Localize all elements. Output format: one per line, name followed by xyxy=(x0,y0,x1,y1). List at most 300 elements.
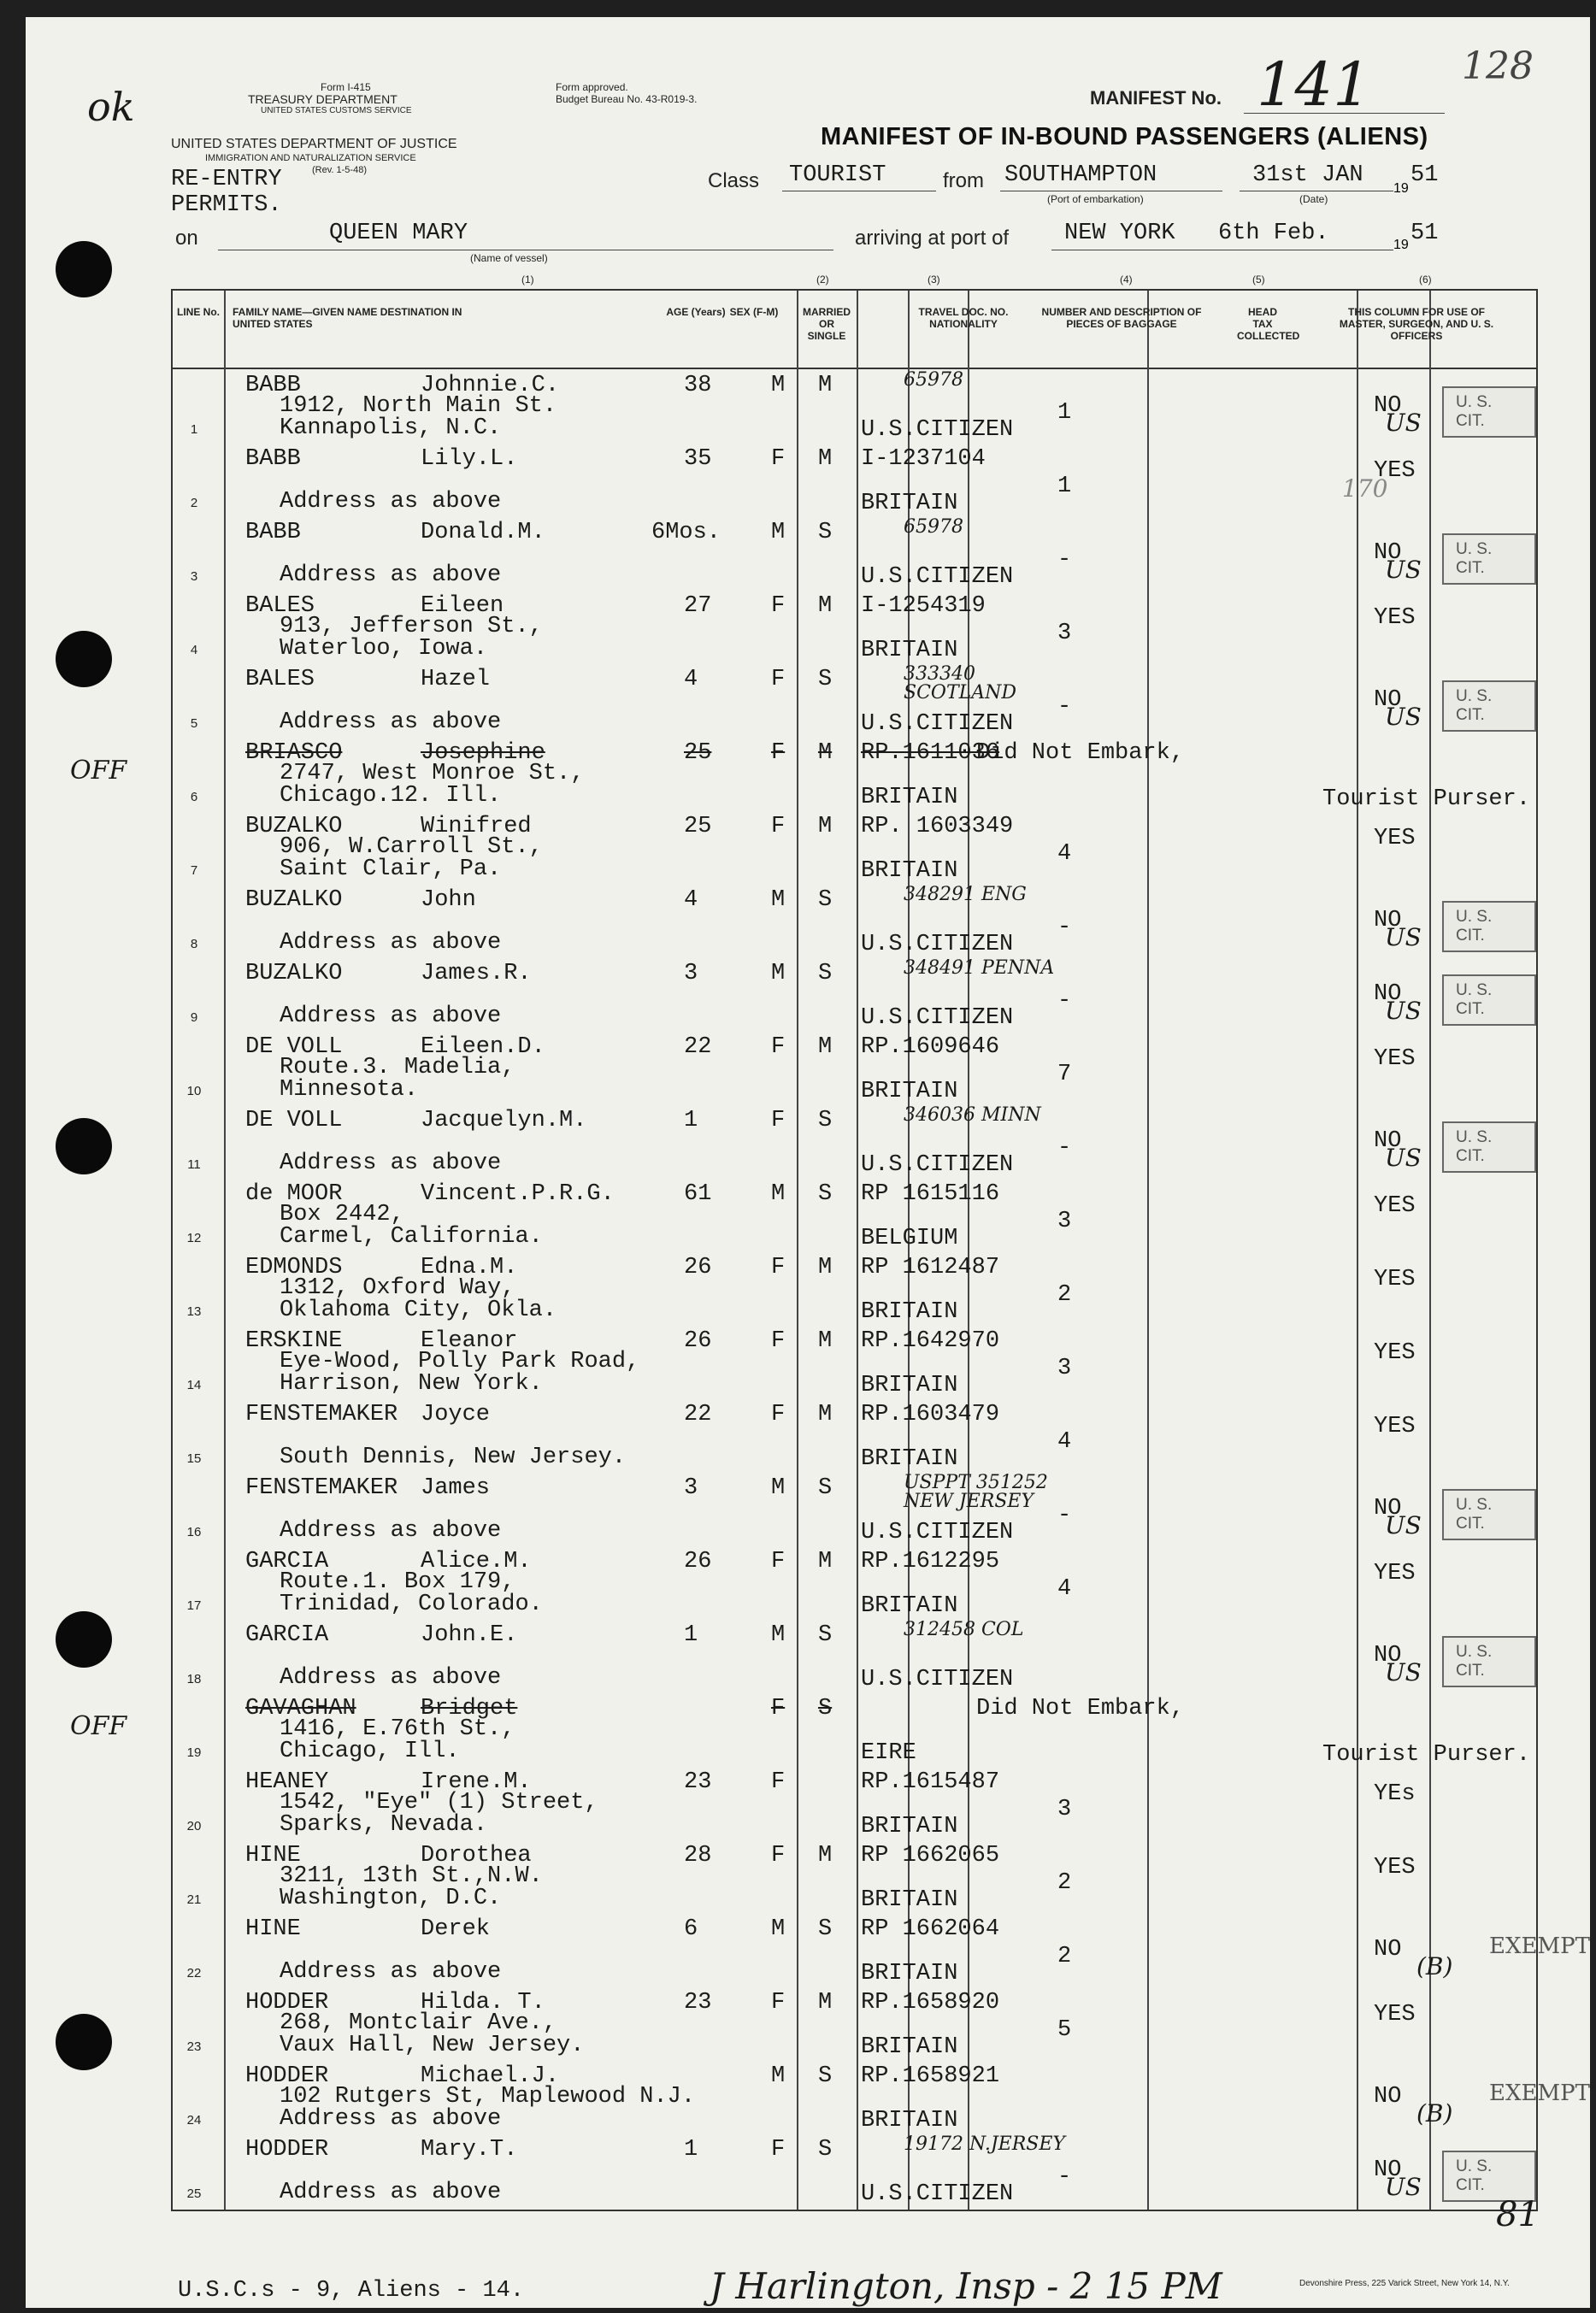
age: 25 xyxy=(684,740,712,766)
nationality: U.S.CITIZEN xyxy=(861,564,1014,590)
family-name: BALES xyxy=(245,667,315,692)
nationality: U.S.CITIZEN xyxy=(861,1152,1014,1178)
baggage-count: 3 xyxy=(1057,1356,1072,1381)
address-line-2: Chicago.12. Ill. xyxy=(280,783,502,809)
head-tax: NO xyxy=(1374,981,1402,1007)
head-tax: NO xyxy=(1374,2084,1402,2110)
address-line-2: Trinidad, Colorado. xyxy=(280,1592,543,1617)
us-citizen-stamp: U. S. CIT. xyxy=(1442,1121,1536,1173)
col-header-age: AGE (Years) xyxy=(666,306,726,318)
travel-doc-handwritten: 346036 MINN xyxy=(904,1104,1041,1126)
nationality: BRITAIN xyxy=(861,858,958,884)
marital-status: M xyxy=(818,1328,833,1354)
line-number: 9 xyxy=(190,1010,198,1025)
col-num-6: (6) xyxy=(1419,274,1432,285)
head-tax: YES xyxy=(1374,605,1416,631)
officer-mark: (B) xyxy=(1416,2099,1453,2128)
marital-status: M xyxy=(818,1843,833,1869)
travel-doc: RP.1658920 xyxy=(861,1990,1000,2016)
arriving-label: arriving at port of xyxy=(855,227,1010,250)
address-line-2: Saint Clair, Pa. xyxy=(280,856,502,882)
age: 1 xyxy=(684,1108,698,1133)
address-line-1: 268, Montclair Ave., xyxy=(280,2010,557,2036)
table-row xyxy=(70,1694,1536,1768)
address-line-1: Route.3. Madelia, xyxy=(280,1055,515,1080)
col-header-baggage: NUMBER AND DESCRIPTION OF PIECES OF BAGGAGE xyxy=(1041,306,1202,330)
us-citizen-stamp: U. S. CIT. xyxy=(1442,901,1536,952)
nationality: BRITAIN xyxy=(861,1887,958,1913)
marital-status: M xyxy=(818,1034,833,1060)
address-line-2: Address as above xyxy=(280,1518,502,1544)
family-name: BUZALKO xyxy=(245,961,343,986)
travel-doc-handwritten: USPPT 351252 NEW JERSEY xyxy=(904,1472,1048,1512)
age: 3 xyxy=(684,961,698,986)
vessel-caption: (Name of vessel) xyxy=(470,252,548,264)
address-line-2: Chicago, Ill. xyxy=(280,1739,460,1764)
baggage-count: 4 xyxy=(1057,841,1072,867)
inspector-signature: J Harlington, Insp - 2 15 PM xyxy=(710,2265,1222,2307)
age: 38 xyxy=(684,373,712,398)
corner-number: 128 xyxy=(1462,44,1534,88)
address-line-2: South Dennis, New Jersey. xyxy=(280,1445,627,1470)
sex: F xyxy=(771,1402,786,1427)
form-approved: Form approved. xyxy=(556,81,628,93)
marital-status: S xyxy=(818,1622,833,1648)
punch-hole xyxy=(56,1118,112,1174)
line-number: 17 xyxy=(186,1598,202,1613)
address-line-2: Address as above xyxy=(280,1959,502,1985)
given-name: Donald.M. xyxy=(421,520,545,545)
given-name: Hazel xyxy=(421,667,491,692)
given-name: Michael.J. xyxy=(421,2063,560,2089)
manifest-no-hand: 141 xyxy=(1257,50,1371,120)
punch-hole xyxy=(56,1611,112,1668)
given-name: Lily.L. xyxy=(421,446,518,472)
age: 22 xyxy=(684,1402,712,1427)
table-row xyxy=(173,1400,1536,1474)
address-line-2: Waterloo, Iowa. xyxy=(280,636,488,662)
family-name: FENSTEMAKER xyxy=(245,1402,398,1427)
col-num-2: (2) xyxy=(816,274,829,285)
date-value: 31st JAN xyxy=(1252,162,1363,188)
address-line-1: 906, W.Carroll St., xyxy=(280,834,543,860)
table-row xyxy=(173,1768,1536,1841)
head-tax: YES xyxy=(1374,1046,1416,1072)
age: 27 xyxy=(684,593,712,619)
nationality: BRITAIN xyxy=(861,1299,958,1325)
us-citizen-stamp: U. S. CIT. xyxy=(1442,533,1536,585)
age: 4 xyxy=(684,667,698,692)
marital-status: M xyxy=(818,446,833,472)
travel-doc-handwritten: 333340 SCOTLAND xyxy=(904,663,1016,703)
head-tax: YEs xyxy=(1374,1781,1416,1807)
baggage-count: 5 xyxy=(1057,2017,1072,2043)
travel-doc: RP.1642970 xyxy=(861,1328,1000,1354)
family-name: BABB xyxy=(245,520,301,545)
us-citizen-stamp: U. S. CIT. xyxy=(1442,2151,1536,2202)
sex: M xyxy=(771,1916,786,1942)
head-tax: NO xyxy=(1374,1128,1402,1154)
line-number: 20 xyxy=(186,1819,202,1833)
did-not-embark: Did Not Embark, xyxy=(976,740,1185,766)
arrival-date: 6th Feb. xyxy=(1218,221,1329,246)
col-num-5: (5) xyxy=(1252,274,1265,285)
age: 26 xyxy=(684,1549,712,1574)
age: 61 xyxy=(684,1181,712,1207)
nationality: BRITAIN xyxy=(861,1446,958,1472)
manifest-table xyxy=(70,289,1590,2211)
customs-service: UNITED STATES CUSTOMS SERVICE xyxy=(261,106,412,115)
head-tax: YES xyxy=(1374,1193,1416,1219)
table-row xyxy=(173,371,1536,444)
baggage-count: 3 xyxy=(1057,1209,1072,1234)
officer-mark: US xyxy=(1385,923,1422,951)
address-line-2: Address as above xyxy=(280,709,502,735)
family-name: BABB xyxy=(245,373,301,398)
age: 4 xyxy=(684,887,698,913)
address-line-2: Address as above xyxy=(280,1665,502,1691)
sex: F xyxy=(771,814,786,839)
given-name: Bridget xyxy=(421,1696,518,1722)
head-tax: YES xyxy=(1374,1561,1416,1586)
purser-note: Tourist Purser. xyxy=(1322,786,1531,812)
line-number: 23 xyxy=(186,2039,202,2054)
line-number: 15 xyxy=(186,1451,202,1466)
given-name: Hilda. T. xyxy=(421,1990,545,2016)
head-tax: YES xyxy=(1374,2002,1416,2028)
travel-doc-handwritten: 19172 N.JERSEY xyxy=(904,2133,1065,2155)
vessel-value: QUEEN MARY xyxy=(329,221,468,246)
family-name: HEANEY xyxy=(245,1769,329,1795)
address-line-2: Vaux Hall, New Jersey. xyxy=(280,2033,585,2058)
us-citizen-stamp: U. S. CIT. xyxy=(1442,974,1536,1026)
manifest-page xyxy=(26,17,1590,2308)
sex: F xyxy=(771,1328,786,1354)
line-number: 2 xyxy=(190,496,198,510)
punch-hole xyxy=(56,631,112,687)
given-name: James xyxy=(421,1475,491,1501)
nationality: U.S.CITIZEN xyxy=(861,1667,1014,1692)
table-row xyxy=(173,1474,1536,1547)
address-line-1: 1542, "Eye" (1) Street, xyxy=(280,1790,598,1816)
marital-status: S xyxy=(818,1108,833,1133)
col-header-line-no: LINE No. xyxy=(177,306,220,318)
travel-doc: I-1237104 xyxy=(861,446,986,472)
table-row xyxy=(173,812,1536,886)
head-tax: YES xyxy=(1374,1267,1416,1292)
sex: F xyxy=(771,1108,786,1133)
line-number: 14 xyxy=(186,1378,202,1392)
family-name: BRIASCO xyxy=(245,740,343,766)
head-tax: NO xyxy=(1374,1937,1402,1963)
line-number: 22 xyxy=(186,1966,202,1980)
age: 1 xyxy=(684,2137,698,2163)
family-name: EDMONDS xyxy=(245,1255,343,1280)
travel-doc-handwritten: 312458 COL xyxy=(904,1619,1024,1640)
nationality: U.S.CITIZEN xyxy=(861,1520,1014,1545)
given-name: Josephine xyxy=(421,740,545,766)
marital-status: M xyxy=(818,1549,833,1574)
table-row xyxy=(173,959,1536,1033)
family-name: GAVAGHAN xyxy=(245,1696,356,1722)
address-line-1: Route.1. Box 179, xyxy=(280,1569,515,1595)
line-number: 5 xyxy=(190,716,198,731)
marital-status: S xyxy=(818,961,833,986)
address-line-2: Address as above xyxy=(280,1151,502,1176)
given-name: Derek xyxy=(421,1916,491,1942)
baggage-count: - xyxy=(1057,694,1072,720)
nationality: U.S.CITIZEN xyxy=(861,1005,1014,1031)
sex: M xyxy=(771,1475,786,1501)
year-prefix-2: 19 xyxy=(1393,238,1409,252)
line-number: 24 xyxy=(186,2113,202,2128)
given-name: Alice.M. xyxy=(421,1549,532,1574)
ins-label: IMMIGRATION AND NATURALIZATION SERVICE xyxy=(205,153,416,163)
head-tax: YES xyxy=(1374,1855,1416,1880)
table-row xyxy=(173,444,1536,518)
officer-mark: US xyxy=(1385,2173,1422,2201)
date-caption: (Date) xyxy=(1299,193,1328,205)
side-stamp: 170 xyxy=(1342,474,1388,503)
given-name: Winifred xyxy=(421,814,532,839)
family-name: BUZALKO xyxy=(245,887,343,913)
sex: F xyxy=(771,2137,786,2163)
travel-doc-handwritten: 65978 xyxy=(904,516,963,538)
sex: F xyxy=(771,593,786,619)
table-row xyxy=(173,591,1536,665)
baggage-count: 2 xyxy=(1057,1944,1072,1969)
punch-hole xyxy=(56,241,112,297)
sex: M xyxy=(771,961,786,986)
marital-status: S xyxy=(818,1181,833,1207)
given-name: Irene.M. xyxy=(421,1769,532,1795)
exempt-mark: EXEMPT xyxy=(1489,1933,1590,1959)
table-row xyxy=(173,1253,1536,1327)
age: 35 xyxy=(684,446,712,472)
given-name: Edna.M. xyxy=(421,1255,518,1280)
col-num-4: (4) xyxy=(1120,274,1133,285)
address-line-2: Address as above xyxy=(280,489,502,515)
line-number: 7 xyxy=(190,863,198,878)
head-tax: YES xyxy=(1374,1414,1416,1439)
handwritten-ok: ok xyxy=(87,84,135,130)
travel-doc: RP. 1603349 xyxy=(861,814,1014,839)
dept-treasury: TREASURY DEPARTMENT xyxy=(248,92,398,106)
travel-doc: RP 1612487 xyxy=(861,1255,1000,1280)
nationality: BRITAIN xyxy=(861,2108,958,2133)
baggage-count: - xyxy=(1057,1503,1072,1528)
page-title: MANIFEST OF IN-BOUND PASSENGERS (ALIENS) xyxy=(821,123,1428,150)
col-header-head-tax: HEAD TAX COLLECTED xyxy=(1237,306,1300,342)
line-number: 16 xyxy=(186,1525,202,1539)
col-num-1: (1) xyxy=(521,274,534,285)
officer-mark: US xyxy=(1385,1658,1422,1686)
given-name: John xyxy=(421,887,476,913)
address-line-2: Address as above xyxy=(280,562,502,588)
manifest-no-label: MANIFEST No. xyxy=(1090,87,1222,109)
line-number: 18 xyxy=(186,1672,202,1686)
year-prefix: 19 xyxy=(1393,181,1409,196)
family-name: HODDER xyxy=(245,2137,329,2163)
family-name: FENSTEMAKER xyxy=(245,1475,398,1501)
permits-label: PERMITS. xyxy=(171,192,282,218)
marital-status: M xyxy=(818,1402,833,1427)
given-name: Eileen xyxy=(421,593,504,619)
table-row xyxy=(173,1033,1536,1106)
sex: F xyxy=(771,1696,786,1722)
baggage-count: 2 xyxy=(1057,1282,1072,1308)
nationality: BRITAIN xyxy=(861,1814,958,1839)
address-line-1: 1912, North Main St. xyxy=(280,393,557,419)
family-name: HINE xyxy=(245,1843,301,1869)
baggage-count: 4 xyxy=(1057,1576,1072,1602)
reentry-label: RE-ENTRY xyxy=(171,167,282,192)
sex: F xyxy=(771,1990,786,2016)
sex: F xyxy=(771,667,786,692)
table-row xyxy=(173,518,1536,591)
given-name: Dorothea xyxy=(421,1843,532,1869)
class-value: TOURIST xyxy=(789,162,886,188)
head-tax: NO xyxy=(1374,2157,1402,2183)
address-line-1: 102 Rutgers St, Maplewood N.J. xyxy=(280,2084,696,2110)
off-mark: OFF xyxy=(70,1711,127,1741)
sex: M xyxy=(771,1622,786,1648)
family-name: DE VOLL xyxy=(245,1108,343,1133)
table-row xyxy=(173,1106,1536,1180)
address-line-2: Address as above xyxy=(280,2106,502,2132)
address-line-1: 3211, 13th St.,N.W. xyxy=(280,1863,543,1889)
line-number: 13 xyxy=(186,1304,202,1319)
table-row xyxy=(70,739,1536,812)
nationality: BRITAIN xyxy=(861,1079,958,1104)
travel-doc: RP 1662065 xyxy=(861,1843,1000,1869)
sex: F xyxy=(771,1769,786,1795)
us-citizen-stamp: U. S. CIT. xyxy=(1442,680,1536,732)
age: 6Mos. xyxy=(651,520,721,545)
line-number: 12 xyxy=(186,1231,202,1245)
travel-doc-handwritten: 348291 ENG xyxy=(904,884,1027,905)
arrival-port: NEW YORK xyxy=(1064,221,1175,246)
officer-mark: US xyxy=(1385,409,1422,437)
given-name: James.R. xyxy=(421,961,532,986)
sex: M xyxy=(771,887,786,913)
given-name: Eleanor xyxy=(421,1328,518,1354)
baggage-count: - xyxy=(1057,988,1072,1014)
line-number: 19 xyxy=(186,1745,202,1760)
printer-credit: Devonshire Press, 225 Varick Street, New York 14, N.Y. xyxy=(1299,2279,1510,2288)
age: 26 xyxy=(684,1255,712,1280)
marital-status: M xyxy=(818,1990,833,2016)
baggage-count: 2 xyxy=(1057,1870,1072,1896)
given-name: Johnnie.C. xyxy=(421,373,560,398)
sex: F xyxy=(771,1843,786,1869)
officer-mark: (B) xyxy=(1416,1952,1453,1980)
marital-status: M xyxy=(818,1255,833,1280)
travel-doc: RP.1603479 xyxy=(861,1402,1000,1427)
table-row xyxy=(173,1180,1536,1253)
baggage-count: 1 xyxy=(1057,474,1072,499)
line-number: 6 xyxy=(190,790,198,804)
travel-doc-handwritten: 65978 xyxy=(904,369,963,391)
table-row xyxy=(173,1988,1536,2062)
age: 23 xyxy=(684,1769,712,1795)
sex: F xyxy=(771,1034,786,1060)
address-line-2: Kannapolis, N.C. xyxy=(280,415,502,441)
given-name: Jacquelyn.M. xyxy=(421,1108,587,1133)
address-line-2: Carmel, California. xyxy=(280,1224,543,1250)
given-name: Eileen.D. xyxy=(421,1034,545,1060)
col-num-3: (3) xyxy=(928,274,940,285)
footer-summary: U.S.C.s - 9, Aliens - 14. xyxy=(178,2278,525,2304)
address-line-1: 913, Jefferson St., xyxy=(280,614,543,639)
col-header-family: FAMILY NAME—GIVEN NAME DESTINATION IN UNITED STATES xyxy=(233,306,462,330)
address-line-2: Address as above xyxy=(280,2180,502,2205)
marital-status: S xyxy=(818,1916,833,1942)
head-tax: NO xyxy=(1374,540,1402,566)
family-name: GARCIA xyxy=(245,1622,329,1648)
marital-status: M xyxy=(818,373,833,398)
officer-mark: US xyxy=(1385,1511,1422,1539)
travel-doc: RP.1611036 xyxy=(861,740,1000,766)
family-name: BUZALKO xyxy=(245,814,343,839)
travel-doc: RP 1615116 xyxy=(861,1181,1000,1207)
family-name: GARCIA xyxy=(245,1549,329,1574)
officer-mark: US xyxy=(1385,997,1422,1025)
address-line-1: 2747, West Monroe St., xyxy=(280,761,585,786)
form-number: Form I-415 xyxy=(321,81,371,93)
given-name: Joyce xyxy=(421,1402,491,1427)
nationality: BRITAIN xyxy=(861,1593,958,1619)
baggage-count: 1 xyxy=(1057,400,1072,426)
head-tax: NO xyxy=(1374,1496,1402,1521)
family-name: HINE xyxy=(245,1916,301,1942)
head-tax: NO xyxy=(1374,1643,1402,1669)
head-tax: YES xyxy=(1374,458,1416,484)
head-tax: NO xyxy=(1374,393,1402,419)
address-line-1: Eye-Wood, Polly Park Road, xyxy=(280,1349,640,1374)
table-row xyxy=(173,1841,1536,1915)
sex: M xyxy=(771,520,786,545)
marital-status: M xyxy=(818,740,833,766)
marital-status: S xyxy=(818,667,833,692)
port-value: SOUTHAMPTON xyxy=(1004,162,1157,188)
marital-status: M xyxy=(818,593,833,619)
budget-bureau: Budget Bureau No. 43-R019-3. xyxy=(556,93,698,105)
punch-hole xyxy=(56,2014,112,2070)
given-name: Vincent.P.R.G. xyxy=(421,1181,615,1207)
col-header-married: MARRIED OR SINGLE xyxy=(803,306,851,342)
baggage-count: - xyxy=(1057,547,1072,573)
sex: M xyxy=(771,2063,786,2089)
travel-doc-handwritten: 348491 PENNA xyxy=(904,957,1055,979)
col-header-travel-doc: TRAVEL DOC. NO. NATIONALITY xyxy=(918,306,1009,330)
given-name: Mary.T. xyxy=(421,2137,518,2163)
baggage-count: 4 xyxy=(1057,1429,1072,1455)
rev-label: (Rev. 1-5-48) xyxy=(312,165,367,175)
nationality: BRITAIN xyxy=(861,1961,958,1986)
table-row xyxy=(173,1915,1590,1988)
travel-doc: RP 1662064 xyxy=(861,1916,1000,1942)
col-header-officers: THIS COLUMN FOR USE OF MASTER, SURGEON, AND U. S. OFFICERS xyxy=(1339,306,1494,342)
year-value: 51 xyxy=(1410,162,1439,188)
marital-status: S xyxy=(818,1475,833,1501)
sex: M xyxy=(771,1181,786,1207)
officer-mark: US xyxy=(1385,1144,1422,1172)
age: 28 xyxy=(684,1843,712,1869)
marital-status: M xyxy=(818,814,833,839)
us-citizen-stamp: U. S. CIT. xyxy=(1442,1636,1536,1687)
line-number: 3 xyxy=(190,569,198,584)
